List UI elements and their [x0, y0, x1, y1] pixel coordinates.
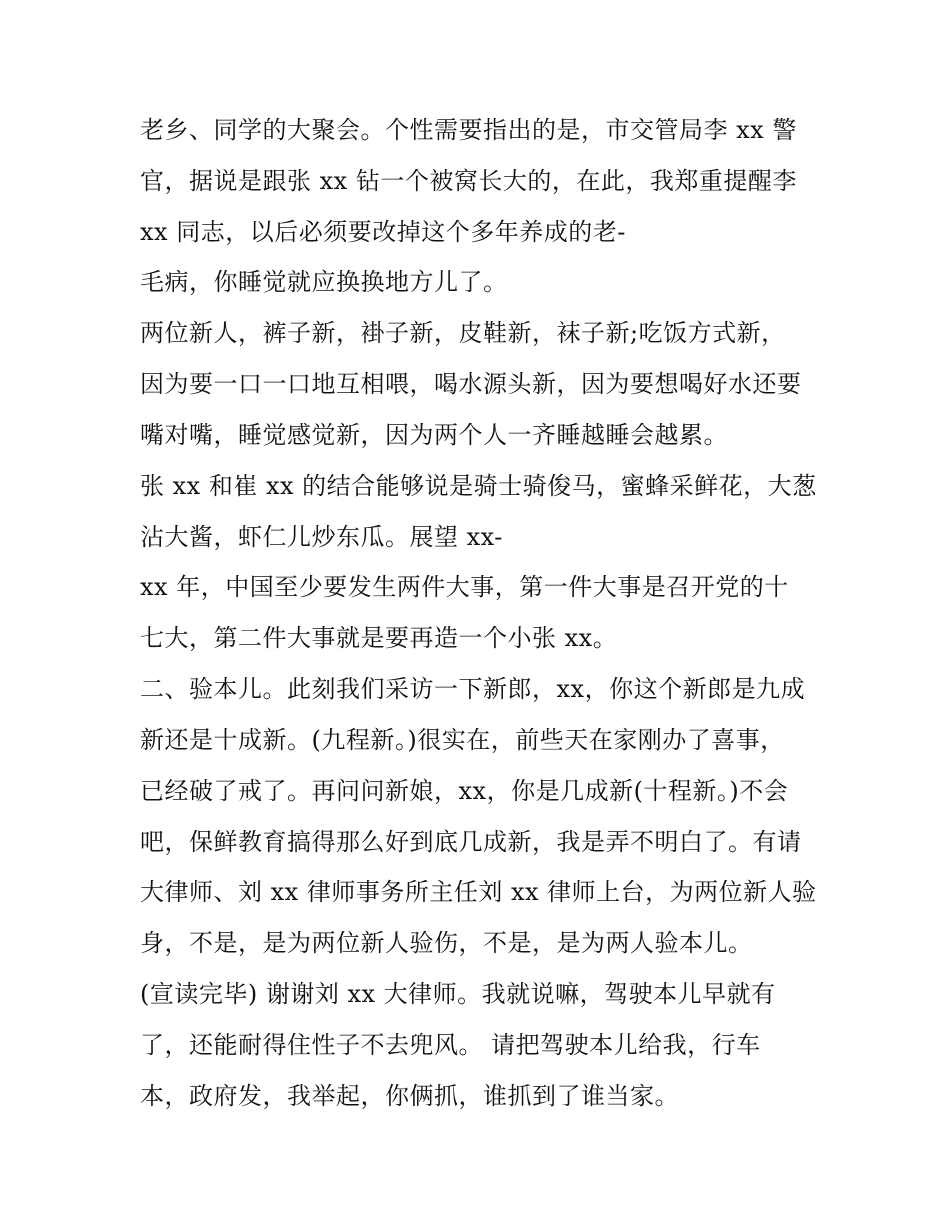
- text-line: 吧，保鲜教育搞得那么好到底几成新，我是弄不明白了。有请: [140, 828, 802, 856]
- text-line: 七大，第二件大事就是要再造一个小张 xx。: [140, 624, 618, 652]
- text-line: 毛病，你睡觉就应换换地方儿了。: [140, 268, 508, 296]
- text-line: (宣读完毕) 谢谢刘 xx 大律师。我就说嘛，驾驶本儿早就有: [140, 980, 776, 1008]
- text-line: 沾大酱，虾仁儿炒东瓜。展望 xx-: [140, 523, 503, 551]
- text-line: 老乡、同学的大聚会。个性需要指出的是，市交管局李 xx 警: [140, 116, 797, 144]
- text-line: 大律师、刘 xx 律师事务所主任刘 xx 律师上台，为两位新人验: [140, 878, 817, 906]
- text-line: 二、验本儿。此刻我们采访一下新郎，xx，你这个新郎是九成: [140, 675, 806, 703]
- text-line: 官，据说是跟张 xx 钻一个被窝长大的，在此，我郑重提醒李: [140, 167, 797, 195]
- text-line: 身，不是，是为两位新人验伤，不是，是为两人验本儿。: [140, 929, 753, 957]
- text-line: xx 同志，以后必须要改掉这个多年养成的老-: [140, 218, 626, 246]
- text-line: 了，还能耐得住性子不去兜风。 请把驾驶本儿给我，行车: [140, 1031, 761, 1059]
- text-line: xx 年，中国至少要发生两件大事，第一件大事是召开党的十: [140, 573, 789, 601]
- text-line: 新还是十成新。(九程新。)很实在，前些天在家刚办了喜事，: [140, 726, 785, 754]
- text-line: 两位新人，裤子新，褂子新，皮鞋新，袜子新;吃饭方式新，: [140, 319, 786, 347]
- text-line: 张 xx 和崔 xx 的结合能够说是骑士骑俊马，蜜蜂采鲜花，大葱: [140, 472, 817, 500]
- text-line: 已经破了戒了。再问问新娘，xx，你是几成新(十程新。)不会: [140, 777, 789, 805]
- text-line: 因为要一口一口地互相喂，喝水源头新，因为要想喝好水还要: [140, 370, 802, 398]
- text-line: 嘴对嘴，睡觉感觉新，因为两个人一齐睡越睡会越累。: [140, 421, 728, 449]
- text-line: 本，政府发，我举起，你俩抓，谁抓到了谁当家。: [140, 1082, 679, 1110]
